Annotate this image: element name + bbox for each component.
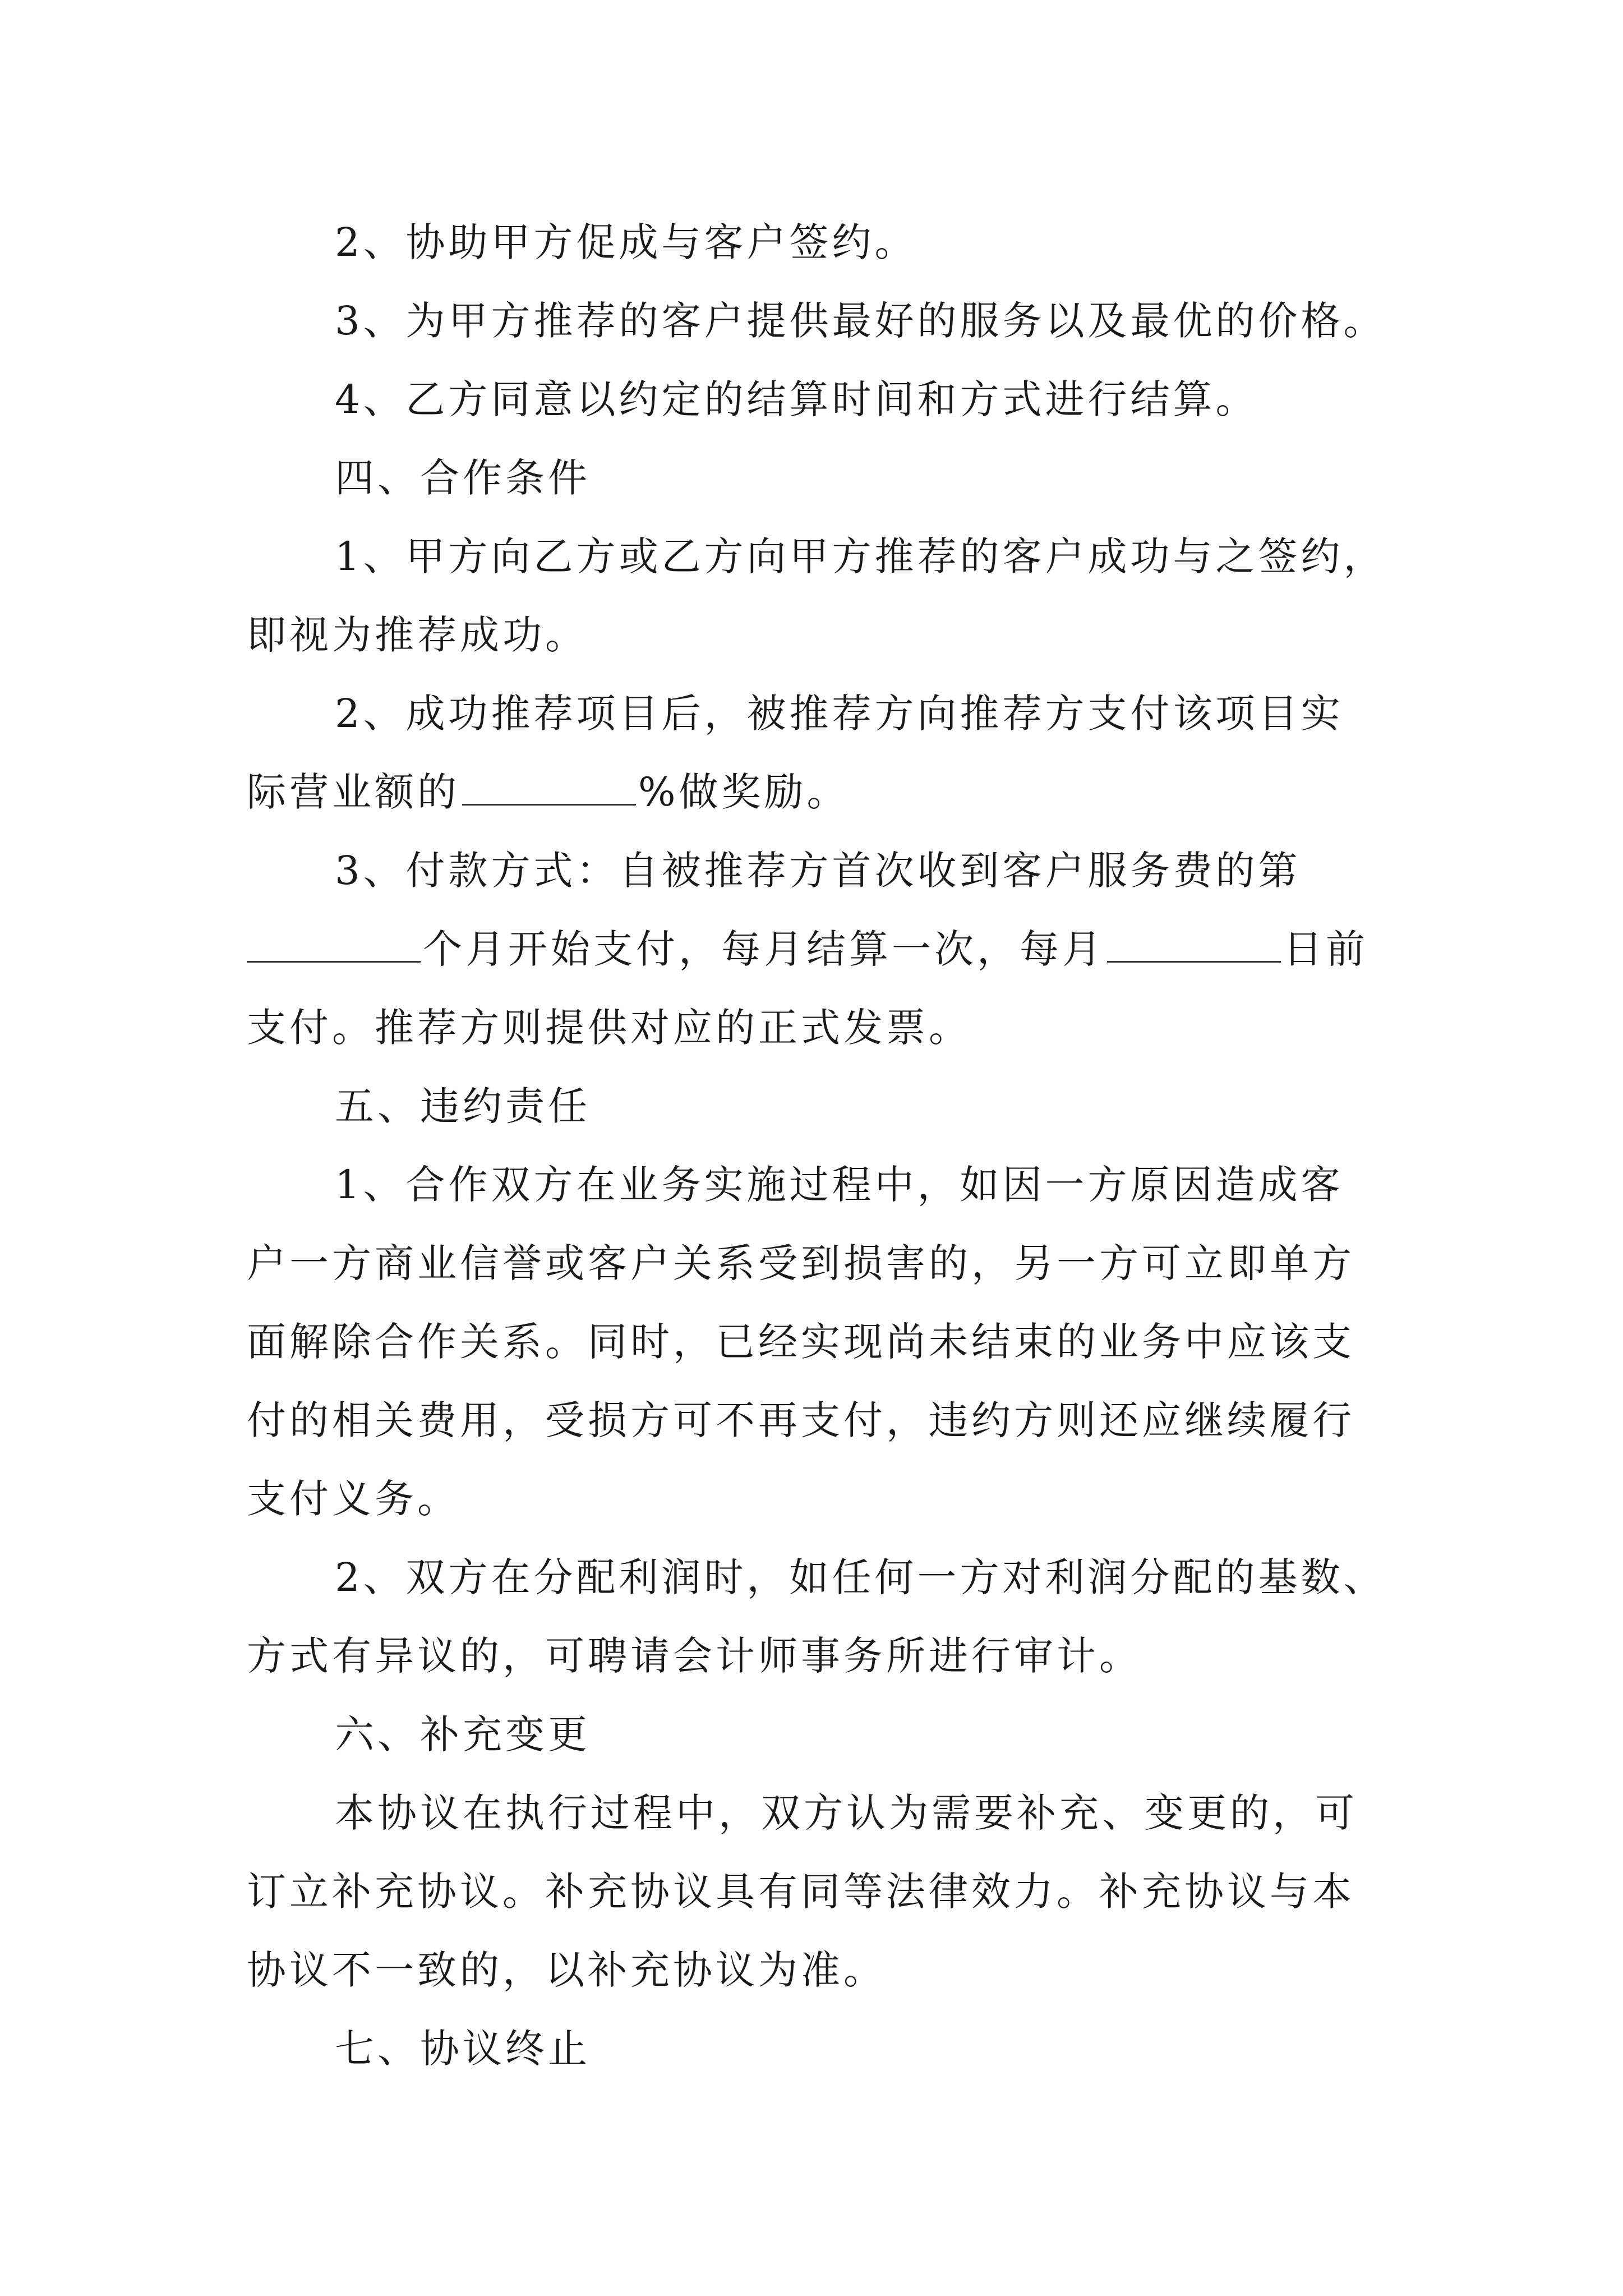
clause-6-line-3: 协议不一致的，以补充协议为准。 [247, 1947, 886, 1993]
clause-5-item-1-line-2: 户一方商业信誉或客户关系受到损害的，另一方可立即单方 [247, 1240, 1355, 1286]
payment-text-middle: 个月开始支付，每月结算一次，每月 [423, 926, 1105, 972]
clause-5-item-1-line-1: 1、合作双方在业务实施过程中，如因一方原因造成客 [335, 1162, 1344, 1208]
clause-4-item-2-line-1: 2、成功推荐项目后，被推荐方向推荐方支付该项目实 [335, 691, 1344, 737]
section-heading-agreement-termination: 七、协议终止 [335, 2026, 591, 2072]
clause-3-item-3: 3、为甲方推荐的客户提供最好的服务以及最优的价格。 [335, 298, 1386, 344]
clause-4-item-3-line-3: 支付。推荐方则提供对应的正式发票。 [247, 1005, 971, 1051]
clause-5-item-1-line-5: 支付义务。 [247, 1476, 460, 1522]
payment-text-after: 日前 [1283, 926, 1368, 972]
clause-6-line-2: 订立补充协议。补充协议具有同等法律效力。补充协议与本 [247, 1869, 1355, 1915]
section-heading-breach-liability: 五、违约责任 [335, 1083, 591, 1129]
clause-6-line-1: 本协议在执行过程中，双方认为需要补充、变更的，可 [335, 1790, 1358, 1836]
clause-5-item-1-line-3: 面解除合作关系。同时，已经实现尚未结束的业务中应该支 [247, 1319, 1355, 1365]
clause-4-item-2-line-2 [247, 758, 1537, 826]
clause-5-item-2-line-1: 2、双方在分配利润时，如任何一方对利润分配的基数、 [335, 1554, 1386, 1600]
payment-day-blank[interactable] [1107, 927, 1281, 963]
clause-4-item-3-line-2 [247, 915, 1537, 983]
section-heading-cooperation-conditions: 四、合作条件 [335, 455, 591, 501]
clause-4-item-1-line-1: 1、甲方向乙方或乙方向甲方推荐的客户成功与之签约， [335, 533, 1386, 579]
reward-text-after: %做奖励。 [638, 769, 850, 815]
clause-4-item-1-line-2: 即视为推荐成功。 [247, 612, 588, 658]
clause-3-item-4: 4、乙方同意以约定的结算时间和方式进行结算。 [335, 376, 1258, 422]
reward-percentage-blank[interactable] [462, 770, 636, 806]
clause-5-item-1-line-4: 付的相关费用，受损方可不再支付，违约方则还应继续履行 [247, 1397, 1355, 1443]
reward-text-before: 际营业额的 [247, 769, 460, 815]
clause-3-item-2: 2、协助甲方促成与客户签约。 [335, 219, 917, 265]
clause-5-item-2-line-2: 方式有异议的，可聘请会计师事务所进行审计。 [247, 1633, 1142, 1679]
section-heading-supplement-changes: 六、补充变更 [335, 1711, 591, 1757]
clause-4-item-3-line-1: 3、付款方式：自被推荐方首次收到客户服务费的第 [335, 848, 1301, 894]
start-month-blank[interactable] [247, 927, 421, 963]
